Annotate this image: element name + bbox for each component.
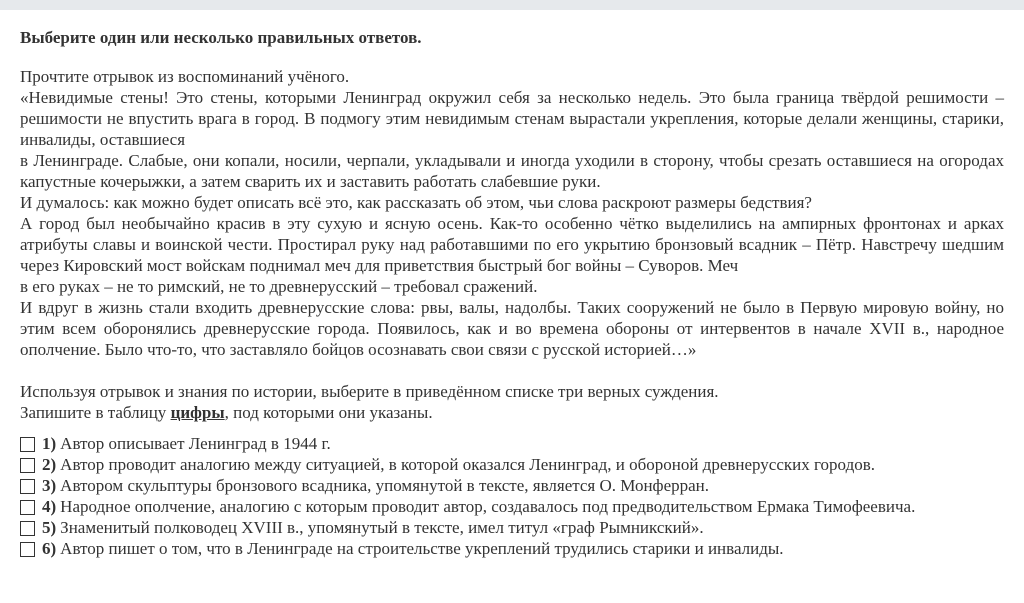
answer-checkbox[interactable] <box>20 542 35 557</box>
answer-checkbox[interactable] <box>20 458 35 473</box>
question-content <box>20 27 1004 559</box>
answer-option-3[interactable] <box>20 475 1004 496</box>
answer-option-5[interactable] <box>20 517 1004 538</box>
passage-paragraph: И вдруг в жизнь стали входить древнерусские слова: рвы, валы, надолбы. Таких сооружений не было в Первую мировую войну, но этим всем оборонялись древнерусские города. Появилось, как и во времена обороны от интервентов в начале XVII в., народное ополчение. Было что-то, что заставляло бойцов осознавать свои связи с русской историей…» <box>20 298 1004 359</box>
option-number: 1) <box>42 434 57 453</box>
task-line-2 <box>20 402 1004 423</box>
passage-paragraph: «Невидимые стены! Это стены, которыми Ленинград окружил себя за несколько недель. Это была граница твёрдой решимости – решимости не впустить врага в город. В подмогу этим невидимым стенам вырастали укрепления, которые делали женщины, старики, инвалиды, оставшиеся <box>20 88 1004 149</box>
answer-checkbox[interactable] <box>20 479 35 494</box>
passage-intro: Прочтите отрывок из воспоминаний учёного. <box>20 67 350 86</box>
question-instruction: Выберите один или несколько правильных ответов. <box>20 28 422 47</box>
answer-option-2[interactable] <box>20 454 1004 475</box>
task-line-1: Используя отрывок и знания по истории, выберите в приведённом списке три верных суждения. <box>20 382 719 401</box>
answer-checkbox[interactable] <box>20 437 35 452</box>
passage-paragraph: в его руках – не то римский, не то древнерусский – требовал сражений. <box>20 277 538 296</box>
passage-paragraph: А город был необычайно красив в эту сухую и ясную осень. Как-то особенно чётко выделились на ампирных фронтонах и арках атрибуты славы и воинской чести. Простирал руку над работавшими по его укрытию бронзовый всадник – Пётр. Навстречу шедшим через Кировский мост войскам поднимал меч для приветствия быстрый бог войны – Суворов. Меч <box>20 214 1004 275</box>
answer-option-4[interactable] <box>20 496 1004 517</box>
answer-option-6[interactable] <box>20 538 1004 559</box>
option-text: Народное ополчение, аналогию с которым проводит автор, создавалось под предводительством Ермака Тимофеевича. <box>60 497 916 516</box>
answer-options <box>20 433 1004 559</box>
option-number: 5) <box>42 518 57 537</box>
passage-paragraph: И думалось: как можно будет описать всё это, как рассказать об этом, чьи слова раскроют размеры бедствия? <box>20 193 812 212</box>
answer-checkbox[interactable] <box>20 500 35 515</box>
option-text: Автор пишет о том, что в Ленинграде на строительстве укреплений трудились старики и инвалиды. <box>60 539 784 558</box>
option-text: Знаменитый полководец XVIII в., упомянутый в тексте, имел титул «граф Рымникский». <box>60 518 704 537</box>
passage-paragraph: в Ленинграде. Слабые, они копали, носили, черпали, укладывали и иногда уходили в сторону, чтобы срезать оставшиеся на огородах капустные кочерыжки, а затем сварить их и заставить работать слабевшие руки. <box>20 151 1004 191</box>
option-number: 2) <box>42 455 57 474</box>
task-emphasis-digits: цифры <box>170 403 225 422</box>
task-description <box>20 381 1004 423</box>
task-line-2-start: Запишите в таблицу <box>20 403 171 422</box>
option-text: Автором скульптуры бронзового всадника, упомянутой в тексте, является О. Монферран. <box>60 476 710 495</box>
option-number: 6) <box>42 539 57 558</box>
option-number: 3) <box>42 476 57 495</box>
task-line-2-end: , под которыми они указаны. <box>224 403 433 422</box>
option-text: Автор описывает Ленинград в 1944 г. <box>60 434 331 453</box>
source-passage <box>20 66 1004 360</box>
answer-checkbox[interactable] <box>20 521 35 536</box>
option-number: 4) <box>42 497 57 516</box>
top-bar <box>0 0 1024 10</box>
option-text: Автор проводит аналогию между ситуацией, в которой оказался Ленинград, и обороной древнерусских городов. <box>60 455 875 474</box>
answer-option-1[interactable] <box>20 433 1004 454</box>
